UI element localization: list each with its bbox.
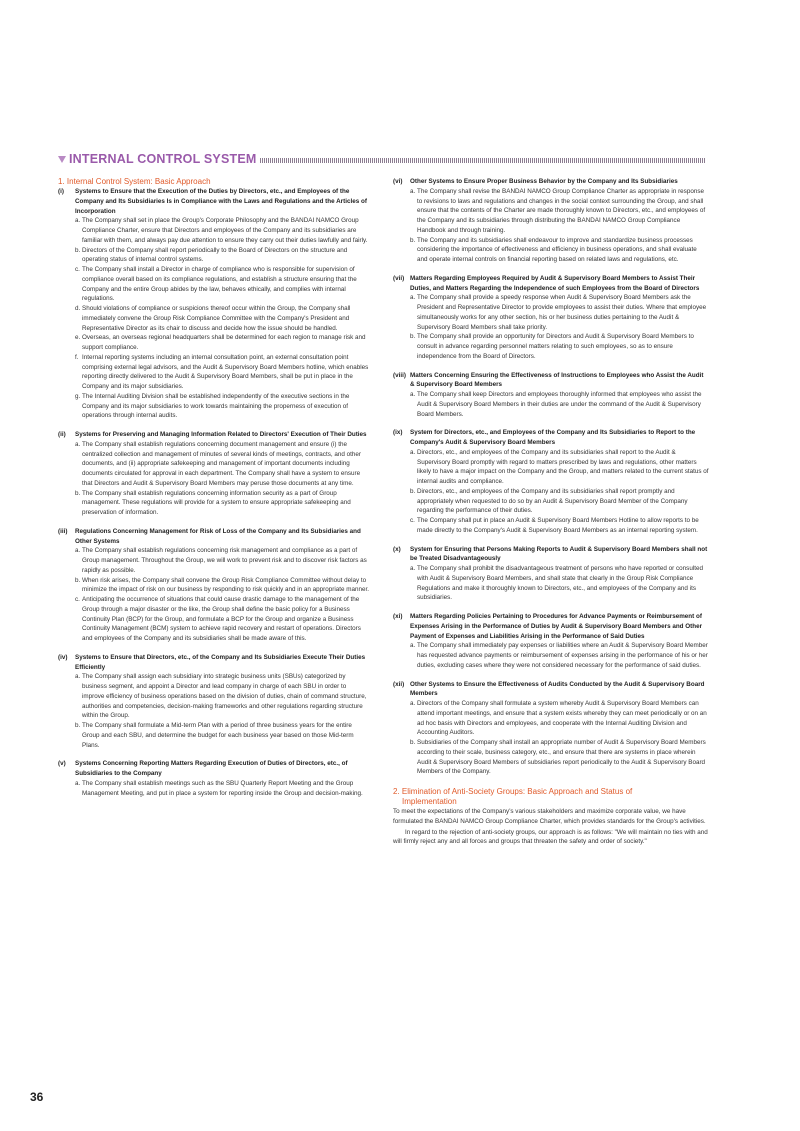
policy-subitem-letter: a. <box>75 779 81 787</box>
policy-item-title: Matters Regarding Employees Required by Audit & Supervisory Board Members to Assist Their Duties, and Matters Regarding the Independence of such Employees from the Board of Directors <box>410 274 700 292</box>
policy-subitem <box>410 390 709 419</box>
policy-item-heading <box>393 680 709 700</box>
section-title-bar <box>58 152 706 166</box>
policy-subitem-text: When risk arises, the Company shall convene the Group Risk Compliance Committee without delay to minimize the impact of risk on our business by responding to risk quickly and in an appropriate manner. <box>82 576 370 594</box>
policy-subitem <box>75 779 369 799</box>
policy-item-number: (xii) <box>393 680 405 688</box>
policy-subitem-letter: g. <box>75 392 81 400</box>
policy-item-heading <box>393 612 709 641</box>
policy-subitem-letter: b. <box>410 739 416 746</box>
policy-item-title: Matters Concerning Ensuring the Effectiveness of Instructions to Employees who Assist the Audit & Supervisory Board Members <box>410 371 704 389</box>
policy-item-title: Other Systems to Ensure Proper Business Behavior by the Company and Its Subsidiaries <box>410 178 678 185</box>
policy-subitem-text: Internal reporting systems including an internal consultation point, an external consultation point comprising external legal advisors, and the Audit & Supervisory Board Members hotline, which enables reporting directly delivered to the Audit & Supervisory Board Members, shall be put in place in the Company and its major subsidiaries. <box>82 353 369 390</box>
policy-subitem-text: Directors of the Company shall formulate a system whereby Audit & Supervisory Board Members can attend important meetings, and ensure that a system exists whereby they can meet periodically or on an ad hoc basis with Directors and employees, and cooperate with the Internal Auditing Division and Accounting Auditors. <box>417 700 707 737</box>
policy-subitem <box>410 738 709 777</box>
policy-subitem <box>75 672 369 721</box>
policy-subitem-text: Anticipating the occurrence of situations that could cause drastic damage to the management of the Group through a major disaster or the like, the Group shall define the basic policy for a Business Continuity Plan (BCP) for the Group, and formulate a BCP for the Group and organize a Business Continuity Management (BCM) system to achieve rapid recovery and restart of operations. Directors and employees of the Company and its subsidiaries shall be made aware of this. <box>82 596 361 642</box>
policy-subitem-text: The Company shall establish regulations concerning risk management and compliance as a part of Group management. Throughout the Group, we will work to prevent risk and to discover risk factors as rapidly as possible. <box>82 547 367 574</box>
policy-subitem-letter: b. <box>410 333 416 341</box>
policy-subitem <box>75 489 369 518</box>
policy-subitem-text: Directors, etc., and employees of the Company and its subsidiaries shall report promptly and appropriately when requested to do so by an Audit & Supervisory Board Member of the Company regarding the performance of their duties. <box>417 487 688 515</box>
page-number: 36 <box>30 1090 44 1104</box>
policy-subitem-letter: d. <box>75 305 81 312</box>
policy-subitem-letter: a. <box>410 294 416 302</box>
policy-subitem-letter: f. <box>75 353 79 361</box>
policy-item-title: Systems for Preserving and Managing Information Related to Directors' Execution of Their Duties <box>75 431 367 438</box>
policy-subitem-letter: a. <box>75 440 81 448</box>
policy-subitem-letter: a. <box>410 391 416 398</box>
policy-item <box>58 187 369 421</box>
triangle-down-icon <box>58 156 66 163</box>
policy-item-heading <box>58 187 369 216</box>
policy-subitem-text: The Company shall put in place an Audit & Supervisory Board Members Hotline to allow reports to be made directly to the Company's Audit & Supervisory Board Members as an internal reporting system. <box>417 517 699 534</box>
policy-item-number: (xi) <box>393 613 403 620</box>
policy-item-title: Systems to Ensure that Directors, etc., of the Company and Its Subsidiaries Execute Their Duties Efficiently <box>75 653 366 671</box>
policy-item-number: (iv) <box>58 653 68 661</box>
policy-subitem-letter: c. <box>410 517 415 524</box>
policy-item <box>393 428 709 535</box>
policy-item-heading <box>393 428 709 448</box>
section2-heading-line1: 2. Elimination of Anti-Society Groups: Basic Approach and Status of <box>393 787 633 796</box>
policy-subitem-text: The Company shall set in place the Group's Corporate Philosophy and the BANDAI NAMCO Group Compliance Charter, ensure that Directors and employees of the Company and its subsidiaries are familiar with them, and always pay due attention to ensure they carry out their duties lawfully and fairly. <box>82 217 368 244</box>
title-dotted-rule <box>260 158 706 163</box>
policy-subitem-text: The Company shall immediately pay expenses or liabilities where an Audit & Supervisory Board Member has requested advance payments or reimbursement of expenses arising in the performance of his or her duties, excluding cases where they were not considered necessary for the performance of said duties. <box>417 642 708 669</box>
policy-subitem-letter: c. <box>75 596 80 603</box>
policy-item-title: Regulations Concerning Management for Risk of Loss of the Company and Its Subsidiaries and Other Systems <box>75 527 361 545</box>
page-title: INTERNAL CONTROL SYSTEM <box>69 152 257 166</box>
policy-subitem <box>410 448 709 487</box>
policy-item <box>393 680 709 778</box>
policy-subitem <box>410 236 709 265</box>
policy-item <box>58 759 369 798</box>
right-column <box>393 177 709 847</box>
policy-item <box>58 653 369 751</box>
policy-item-number: (x) <box>393 545 401 553</box>
policy-item <box>393 612 709 671</box>
policy-item-title: System for Ensuring that Persons Making Reports to Audit & Supervisory Board Members shall not be Treated Disadvantageously <box>410 545 708 563</box>
policy-subitem-letter: a. <box>75 547 81 555</box>
policy-subitem-letter: a. <box>75 217 81 225</box>
policy-subitem <box>410 187 709 236</box>
policy-subitem-text: Directors of the Company shall report periodically to the Board of Directors on the structure and operating status of internal control systems. <box>82 246 348 264</box>
policy-subitem-text: The Company shall formulate a Mid-term Plan with a period of three business years for the entire Group and each SBU, and determine the budget for each business year based on those Mid-term Plans. <box>82 722 354 749</box>
policy-item-number: (i) <box>58 188 64 195</box>
policy-item <box>393 371 709 420</box>
policy-subitem <box>75 304 369 333</box>
policy-subitem-letter: b. <box>75 246 81 254</box>
policy-subitem <box>75 265 369 304</box>
policy-subitem-text: Directors, etc., and employees of the Company and its subsidiaries shall report to the Audit & Supervisory Board promptly with regard to matters prescribed by laws and regulations, other matters likely to have a major impact on the Company and the Group, and matters related to the current status of internal audits and compliance. <box>417 448 709 485</box>
policy-subitem <box>75 246 369 266</box>
policy-item-number: (ii) <box>58 431 66 438</box>
policy-item-title: Matters Regarding Policies Pertaining to Procedures for Advance Payments or Reimbursement of Expenses Arising in the Performance of Duties by Audit & Supervisory Board Members and Other Payment of Expenses and Liabilities Arising in the Performance of Said Duties <box>410 613 703 640</box>
policy-subitem <box>410 641 709 670</box>
policy-subitem <box>75 392 369 421</box>
policy-subitem <box>410 332 709 361</box>
policy-item-heading <box>58 430 369 440</box>
policy-subitem-text: Overseas, an overseas regional headquarters shall be determined for each region to manage risk and support compliance. <box>82 334 366 351</box>
policy-item <box>393 274 709 362</box>
policy-item-heading <box>393 177 709 187</box>
policy-subitem-letter: c. <box>75 266 80 273</box>
policy-subitem <box>410 516 709 536</box>
policy-subitem <box>410 293 709 332</box>
policy-subitem-text: The Internal Auditing Division shall be established independently of the executive sections in the Company and its major subsidiaries to work towards maintaining the properness of execution of operations through internal audits. <box>82 392 350 420</box>
policy-subitem-text: The Company shall revise the BANDAI NAMCO Group Compliance Charter as appropriate in response to revisions to laws and regulations and changes in the social context surrounding the Group, and shall ensure that the contents of the Charter are made thoroughly known to Directors, etc., and employees of the Company and its subsidiaries through distributing the BANDAI NAMCO Group Compliance Handbook and through training. <box>417 187 706 234</box>
policy-item <box>58 527 369 644</box>
policy-subitem <box>75 721 369 750</box>
policy-item-title: Other Systems to Ensure the Effectiveness of Audits Conducted by the Audit & Supervisory Board Members <box>410 680 705 698</box>
policy-subitem <box>75 576 369 596</box>
policy-subitem-text: The Company and its subsidiaries shall endeavour to improve and standardize business processes considering the importance of effectiveness and efficiency in business operations, and shall evaluate and operate internal controls on financial reporting based on related laws and regulations, etc. <box>417 236 697 263</box>
policy-subitem-letter: a. <box>410 565 416 572</box>
policy-item-number: (iii) <box>58 527 68 535</box>
policy-subitem-text: The Company shall provide a speedy response when Audit & Supervisory Board Members ask the President and Representative Director to provide employees to assist their duties. Where that employee simultaneously works for any other section, his or her business duties pertaining to the Audit & Supervisory Board Members shall take priority. <box>417 294 707 331</box>
policy-item <box>393 545 709 604</box>
policy-subitem <box>75 595 369 644</box>
policy-item-heading <box>393 274 709 294</box>
section2-paragraph-2: In regard to the rejection of anti-society groups, our approach is as follows: "We will maintain no ties with and will firmly reject any and all forces and groups that threaten the safety and order of society." <box>393 828 708 846</box>
policy-subitem-letter: a. <box>75 673 81 681</box>
policy-item-number: (vi) <box>393 178 403 185</box>
policy-subitem-letter: a. <box>410 642 416 650</box>
policy-subitem-text: The Company shall assign each subsidiary into strategic business units (SBUs) categorized by business segment, and appoint a Director and lead company in charge of each SBU in order to improve efficiency of business operations based on the division of duties, chain of command structure, authorities and competencies, decision-making frameworks and other regulations regarding structure within the Group. <box>82 673 367 720</box>
policy-subitem <box>410 564 709 603</box>
policy-subitem <box>75 440 369 489</box>
policy-item-heading <box>58 653 369 673</box>
policy-item-number: (viii) <box>393 371 406 379</box>
policy-subitem-text: Subsidiaries of the Company shall install an appropriate number of Audit & Supervisory Board Members according to their scale, business category, etc., and ensure that there are systems in place wherein Audit & Supervisory Board Members of subsidiaries report periodically to the Audit & Supervisory Board Members of the Company. <box>417 739 706 776</box>
policy-item-title: Systems Concerning Reporting Matters Regarding Execution of Duties of Directors, etc., of Subsidiaries to the Company <box>75 760 348 777</box>
policy-subitem-letter: b. <box>410 236 416 244</box>
policy-subitem <box>75 216 369 245</box>
policy-subitem-letter: a. <box>410 187 416 195</box>
policy-item-number: (v) <box>58 760 66 768</box>
policy-subitem-text: The Company shall keep Directors and employees thoroughly informed that employees who assist the Audit & Supervisory Board Members in their duties are under the command of the Audit & Supervisory Board Members. <box>417 391 702 418</box>
policy-item-heading <box>58 759 369 779</box>
policy-subitem-text: The Company shall install a Director in charge of compliance who is responsible for supervision of compliance overall based on its compliance regulations, and establish a structure ensuring that the Company and the entire Group abides by the law, behaves ethically, and complies with internal regulations. <box>82 266 357 303</box>
policy-subitem <box>75 333 369 353</box>
policy-subitem-letter: e. <box>75 334 81 342</box>
policy-subitem-text: The Company shall prohibit the disadvantageous treatment of persons who have reported or consulted with Audit & Supervisory Board Members, and shall state that clearly in the Group Risk Compliance Regulations and make it thoroughly known to Directors, etc., and employees of the Company and its subsidiaries. <box>417 565 703 602</box>
policy-item-heading <box>393 545 709 565</box>
left-column <box>58 177 369 807</box>
left-items-list <box>58 187 369 798</box>
policy-subitem-text: The Company shall establish meetings such as the SBU Quarterly Report Meeting and the Group Management Meeting, and put in place a system for reporting inside the Group and decision-making. <box>82 779 363 797</box>
policy-subitem-text: Should violations of compliance or suspicions thereof occur within the Group, the Company shall immediately convene the Group Risk Compliance Committee with the Company's President and Representative Director as its chair to discuss and decide how the issue should be handled. <box>82 305 351 332</box>
policy-item-heading <box>58 527 369 547</box>
policy-subitem <box>410 699 709 738</box>
policy-item-title: Systems to Ensure that the Execution of the Duties by Directors, etc., and Employees of the Company and Its Subsidiaries Is in Compliance with the Laws and Regulations and the Articles of Incorporation <box>75 188 367 215</box>
policy-item-number: (ix) <box>393 429 403 437</box>
policy-item <box>58 430 369 518</box>
policy-subitem <box>75 353 369 392</box>
policy-item-heading <box>393 371 709 391</box>
policy-subitem-letter: b. <box>75 722 81 729</box>
policy-subitem <box>75 546 369 575</box>
section2-paragraph-1: To meet the expectations of the Company's various stakeholders and maximize corporate value, we have formulated the BANDAI NAMCO Group Compliance Charter, which provides standards for the Group's activities. <box>393 808 706 825</box>
right-items-list <box>393 177 709 777</box>
policy-item-title: System for Directors, etc., and Employees of the Company and Its Subsidiaries to Report to the Company's Audit & Supervisory Board Members <box>410 429 696 446</box>
policy-subitem-text: The Company shall provide an opportunity for Directors and Audit & Supervisory Board Members to consult in advance regarding personnel matters relating to such employees, so as to ensure independence from the Board of Directors. <box>417 333 694 360</box>
policy-subitem <box>410 487 709 516</box>
policy-subitem-letter: a. <box>410 448 416 456</box>
section2-heading <box>393 787 709 807</box>
section1-heading: 1. Internal Control System: Basic Approach <box>58 177 211 186</box>
section2-heading-line2: Implementation <box>402 797 457 806</box>
policy-subitem-letter: a. <box>410 700 416 707</box>
policy-subitem-letter: b. <box>75 489 81 497</box>
policy-item-number: (vii) <box>393 274 405 282</box>
policy-item <box>393 177 709 265</box>
policy-subitem-letter: b. <box>410 487 416 495</box>
policy-subitem-text: The Company shall establish regulations concerning document management and ensure (i) the centralized collection and management of minutes of several kinds of meetings, contracts, and other documents, and (ii) appropriate safekeeping and management of important documents including documents circulated for approval in each department. The Company shall have a system to ensure that Directors and Audit & Supervisory Board Members may peruse those documents at any time. <box>82 440 361 487</box>
policy-subitem-text: The Company shall establish regulations concerning information security as a part of Group management. These regulations will provide for a system to ensure appropriate safekeeping and preservation of information. <box>82 489 351 516</box>
policy-subitem-letter: b. <box>75 576 81 584</box>
